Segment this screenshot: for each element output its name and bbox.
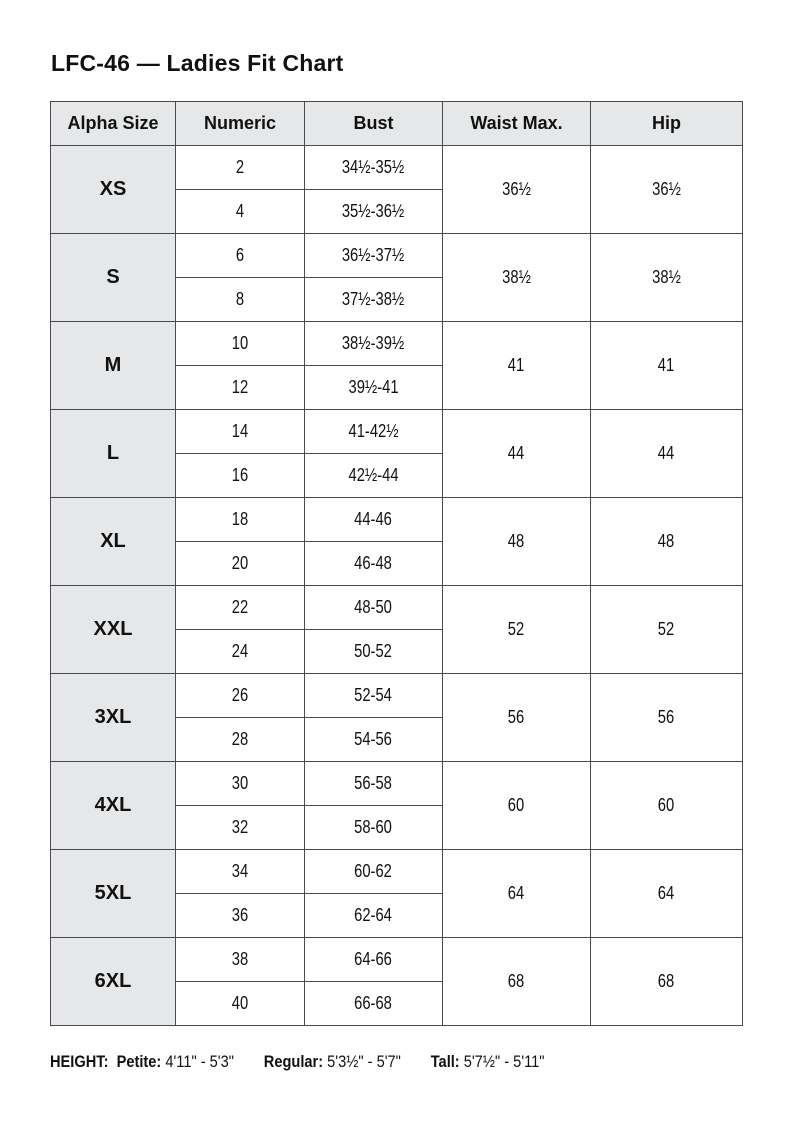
numeric-cell	[176, 850, 305, 894]
numeric-value: 6	[235, 245, 245, 265]
page-title: LFC-46 — Ladies Fit Chart	[51, 50, 344, 76]
hip-cell	[591, 938, 743, 1026]
numeric-value: 14	[231, 421, 249, 441]
bust-value: 36½-37½	[342, 245, 405, 265]
numeric-cell	[176, 806, 305, 850]
hip-cell	[591, 410, 743, 498]
bust-value: 50-52	[354, 641, 393, 661]
hip-cell	[591, 146, 743, 234]
bust-value: 64-66	[354, 949, 393, 969]
bust-value: 34½-35½	[342, 157, 405, 177]
waist-max-value: 36½	[502, 179, 531, 199]
numeric-cell	[176, 410, 305, 454]
waist-max-value: 64	[508, 883, 525, 903]
numeric-cell	[176, 190, 305, 234]
hip-cell	[591, 322, 743, 410]
hip-value: 60	[658, 795, 675, 815]
waist-max-value: 68	[508, 971, 525, 991]
numeric-value: 34	[231, 861, 249, 881]
numeric-cell	[176, 322, 305, 366]
table-row	[51, 762, 743, 806]
bust-cell	[305, 718, 443, 762]
bust-value: 66-68	[354, 993, 393, 1013]
numeric-cell	[176, 542, 305, 586]
bust-cell	[305, 410, 443, 454]
hip-value: 64	[658, 883, 675, 903]
column-header-hip: Hip	[591, 102, 743, 146]
waist-max-cell	[443, 850, 591, 938]
bust-cell	[305, 322, 443, 366]
bust-value: 58-60	[354, 817, 393, 837]
numeric-cell	[176, 278, 305, 322]
bust-value: 38½-39½	[342, 333, 405, 353]
alpha-size-cell: S	[51, 234, 176, 322]
bust-value: 42½-44	[348, 465, 399, 485]
bust-cell	[305, 806, 443, 850]
numeric-value: 30	[231, 773, 249, 793]
numeric-cell	[176, 586, 305, 630]
bust-cell	[305, 762, 443, 806]
column-header-alpha-size: Alpha Size	[51, 102, 176, 146]
hip-value: 41	[658, 355, 675, 375]
bust-cell	[305, 498, 443, 542]
tall-value: 5'7½" - 5'11"	[463, 1052, 545, 1071]
hip-value: 56	[658, 707, 675, 727]
waist-max-cell	[443, 234, 591, 322]
hip-cell	[591, 498, 743, 586]
numeric-value: 20	[231, 553, 249, 573]
petite-label: Petite:	[116, 1052, 162, 1071]
alpha-size-cell: 5XL	[51, 850, 176, 938]
hip-cell	[591, 674, 743, 762]
waist-max-cell	[443, 146, 591, 234]
table-row	[51, 322, 743, 366]
bust-value: 56-58	[354, 773, 393, 793]
height-label: HEIGHT:	[50, 1052, 109, 1071]
table-row	[51, 146, 743, 190]
numeric-value: 32	[231, 817, 249, 837]
alpha-size-cell: 4XL	[51, 762, 176, 850]
waist-max-value: 44	[508, 443, 525, 463]
waist-max-cell	[443, 410, 591, 498]
waist-max-cell	[443, 762, 591, 850]
waist-max-cell	[443, 674, 591, 762]
bust-value: 44-46	[354, 509, 393, 529]
numeric-value: 4	[235, 201, 245, 221]
alpha-size-cell: XS	[51, 146, 176, 234]
numeric-value: 26	[231, 685, 249, 705]
numeric-cell	[176, 454, 305, 498]
numeric-value: 22	[231, 597, 249, 617]
numeric-value: 8	[235, 289, 245, 309]
waist-max-cell	[443, 586, 591, 674]
height-footer	[50, 1052, 544, 1072]
fit-chart-table	[50, 101, 743, 1026]
numeric-value: 16	[231, 465, 249, 485]
bust-cell	[305, 146, 443, 190]
table-row	[51, 586, 743, 630]
bust-cell	[305, 190, 443, 234]
waist-max-value: 52	[508, 619, 525, 639]
table-row	[51, 674, 743, 718]
hip-cell	[591, 234, 743, 322]
waist-max-value: 38½	[502, 267, 531, 287]
numeric-value: 40	[231, 993, 249, 1013]
hip-value: 44	[658, 443, 675, 463]
alpha-size-cell: L	[51, 410, 176, 498]
numeric-cell	[176, 498, 305, 542]
numeric-value: 28	[231, 729, 249, 749]
bust-cell	[305, 630, 443, 674]
alpha-size-cell: 3XL	[51, 674, 176, 762]
table-row	[51, 938, 743, 982]
bust-cell	[305, 542, 443, 586]
bust-value: 62-64	[354, 905, 393, 925]
column-header-bust: Bust	[305, 102, 443, 146]
hip-value: 38½	[652, 267, 681, 287]
hip-value: 36½	[652, 179, 681, 199]
numeric-value: 18	[231, 509, 249, 529]
bust-value: 54-56	[354, 729, 393, 749]
waist-max-cell	[443, 498, 591, 586]
bust-cell	[305, 938, 443, 982]
hip-value: 68	[658, 971, 675, 991]
regular-value: 5'3½" - 5'7"	[327, 1052, 401, 1071]
waist-max-value: 60	[508, 795, 525, 815]
numeric-cell	[176, 630, 305, 674]
waist-max-value: 56	[508, 707, 525, 727]
bust-cell	[305, 894, 443, 938]
bust-cell	[305, 850, 443, 894]
table-header-row	[51, 102, 743, 146]
numeric-value: 36	[231, 905, 249, 925]
bust-value: 41-42½	[348, 421, 399, 441]
numeric-cell	[176, 366, 305, 410]
bust-cell	[305, 454, 443, 498]
numeric-value: 12	[231, 377, 249, 397]
numeric-cell	[176, 234, 305, 278]
numeric-cell	[176, 938, 305, 982]
table-row	[51, 234, 743, 278]
numeric-cell	[176, 146, 305, 190]
column-header-waist-max: Waist Max.	[443, 102, 591, 146]
hip-cell	[591, 850, 743, 938]
numeric-cell	[176, 674, 305, 718]
numeric-value: 10	[231, 333, 249, 353]
waist-max-cell	[443, 938, 591, 1026]
bust-value: 46-48	[354, 553, 393, 573]
regular-label: Regular:	[263, 1052, 324, 1071]
numeric-cell	[176, 982, 305, 1026]
hip-cell	[591, 762, 743, 850]
alpha-size-cell: 6XL	[51, 938, 176, 1026]
table-body	[51, 146, 743, 1026]
table-row	[51, 850, 743, 894]
hip-cell	[591, 586, 743, 674]
waist-max-value: 41	[508, 355, 525, 375]
table-row	[51, 498, 743, 542]
numeric-cell	[176, 894, 305, 938]
bust-value: 60-62	[354, 861, 393, 881]
numeric-value: 24	[231, 641, 249, 661]
bust-cell	[305, 234, 443, 278]
table-row	[51, 410, 743, 454]
alpha-size-cell: M	[51, 322, 176, 410]
bust-value: 48-50	[354, 597, 393, 617]
bust-value: 52-54	[354, 685, 393, 705]
bust-cell	[305, 278, 443, 322]
alpha-size-cell: XXL	[51, 586, 176, 674]
tall-label: Tall:	[430, 1052, 460, 1071]
waist-max-cell	[443, 322, 591, 410]
numeric-cell	[176, 762, 305, 806]
bust-value: 37½-38½	[342, 289, 405, 309]
bust-value: 35½-36½	[342, 201, 405, 221]
alpha-size-cell: XL	[51, 498, 176, 586]
bust-cell	[305, 366, 443, 410]
bust-cell	[305, 674, 443, 718]
bust-cell	[305, 982, 443, 1026]
numeric-value: 2	[235, 157, 245, 177]
bust-cell	[305, 586, 443, 630]
hip-value: 52	[658, 619, 675, 639]
numeric-cell	[176, 718, 305, 762]
numeric-value: 38	[231, 949, 249, 969]
petite-value: 4'11" - 5'3"	[165, 1052, 234, 1071]
waist-max-value: 48	[508, 531, 525, 551]
column-header-numeric: Numeric	[176, 102, 305, 146]
bust-value: 39½-41	[348, 377, 399, 397]
hip-value: 48	[658, 531, 675, 551]
